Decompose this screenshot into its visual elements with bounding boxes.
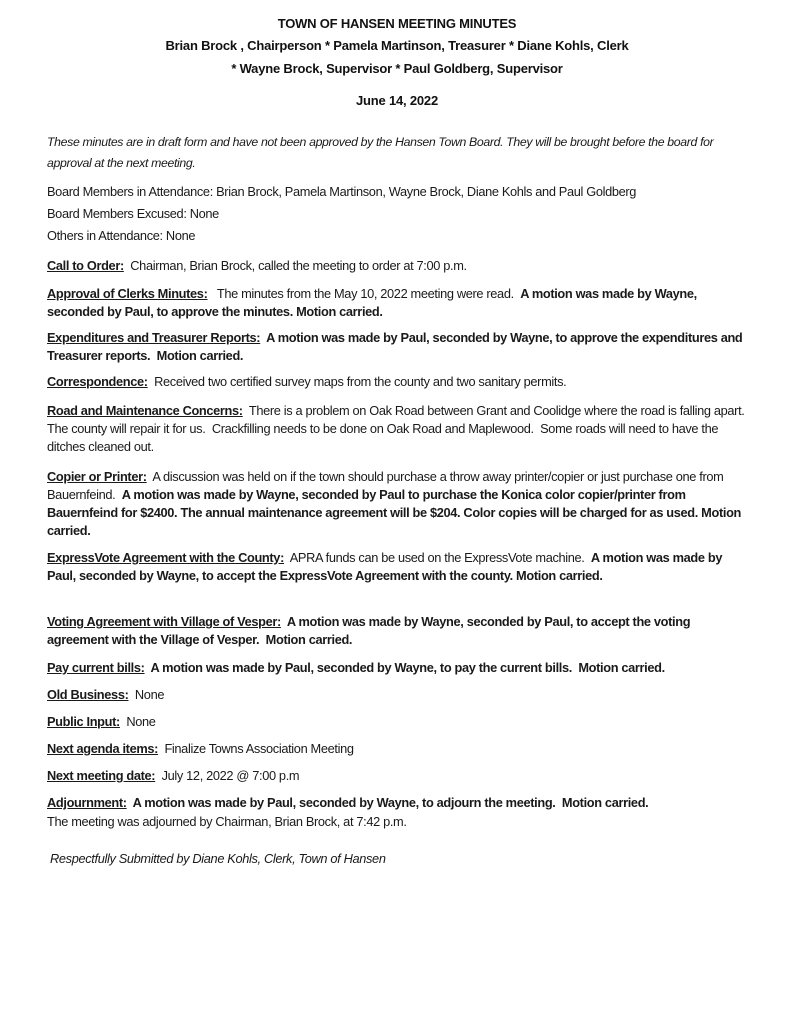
section-text: The minutes from the May 10, 2022 meeting were read.: [207, 286, 521, 301]
section-correspondence: [47, 374, 747, 389]
attendance-present: Board Members in Attendance: Brian Brock, Pamela Martinson, Wayne Brock, Diane Kohls and Paul Goldberg: [47, 184, 637, 199]
section-next-agenda: [47, 741, 747, 756]
officers-line-2: * Wayne Brock, Supervisor * Paul Goldberg, Supervisor: [231, 61, 563, 76]
section-label: Expenditures and Treasurer Reports:: [47, 330, 261, 345]
section-label: Old Business:: [47, 687, 129, 702]
section-next-meeting: [47, 768, 747, 783]
section-motion: A motion was made by Paul, seconded by Wayne, to accept the ExpressVote Agreement with the county. Motion carried.: [47, 550, 723, 583]
section-motion: A motion was made by Wayne, seconded by Paul to purchase the Konica color copier/printer from Bauernfeind for $2400. The annual maintenance agreement will be $204. Color copies will be charged for as used. Motion carried.: [47, 487, 742, 538]
section-text: None: [119, 714, 156, 729]
section-call-to-order: [47, 258, 747, 273]
section-label: Call to Order:: [47, 258, 124, 273]
section-motion: A motion was made by Wayne, seconded by Paul, to approve the minutes. Motion carried.: [47, 286, 697, 319]
section-label: Approval of Clerks Minutes:: [47, 286, 208, 301]
section-expenditures: [47, 329, 747, 365]
signature-line: Respectfully Submitted by Diane Kohls, Clerk, Town of Hansen: [50, 851, 386, 866]
section-public-input: [47, 714, 747, 729]
section-label: Pay current bills:: [47, 660, 145, 675]
section-label: Next agenda items:: [47, 741, 159, 756]
section-label: Copier or Printer:: [47, 469, 147, 484]
section-pay-bills: [47, 660, 747, 675]
section-label: Road and Maintenance Concerns:: [47, 403, 243, 418]
section-vesper-agreement: [47, 613, 747, 649]
section-label: Public Input:: [47, 714, 120, 729]
attendance-excused: Board Members Excused: None: [47, 206, 219, 221]
draft-notice: These minutes are in draft form and have not been approved by the Hansen Town Board. They will be brought before the board for approval at the next meeting.: [47, 135, 714, 170]
section-text: APRA funds can be used on the ExpressVote machine.: [284, 550, 591, 565]
section-text: Finalize Towns Association Meeting: [158, 741, 354, 756]
officers-line-1: Brian Brock , Chairperson * Pamela Martinson, Treasurer * Diane Kohls, Clerk: [165, 38, 629, 53]
section-text: None: [128, 687, 165, 702]
section-copier-printer: [47, 468, 747, 540]
section-label: Next meeting date:: [47, 768, 156, 783]
section-motion: A motion was made by Wayne, seconded by Paul, to accept the voting agreement with the Village of Vesper. Motion carried.: [47, 614, 694, 647]
section-label: Adjournment:: [47, 795, 127, 810]
section-text: Chairman, Brian Brock, called the meeting to order at 7:00 p.m.: [123, 258, 467, 273]
section-text: There is a problem on Oak Road between Grant and Coolidge where the road is falling apart. The county will repair it for us. Crackfilling needs to be done on Oak Road and Maplewood. Some roads will need to have the ditches cleaned out.: [47, 403, 751, 454]
section-motion: A motion was made by Paul, seconded by Wayne, to approve the expenditures and Treasurer reports. Motion carried.: [47, 330, 746, 363]
section-label: Voting Agreement with Village of Vesper:: [47, 614, 281, 629]
section-text: A discussion was held on if the town should purchase a throw away printer/copier or just purchase one from Bauernfeind.: [47, 469, 727, 502]
section-old-business: [47, 687, 747, 702]
section-road-maintenance: [47, 402, 751, 456]
section-motion: A motion was made by Paul, seconded by Wayne, to pay the current bills. Motion carried.: [144, 660, 665, 675]
section-label: ExpressVote Agreement with the County:: [47, 550, 284, 565]
section-text: Received two certified survey maps from the county and two sanitary permits.: [147, 374, 567, 389]
section-adjournment: [47, 795, 747, 810]
document-title: TOWN OF HANSEN MEETING MINUTES: [277, 16, 517, 31]
section-clerks-minutes: [47, 285, 747, 321]
section-label: Correspondence:: [47, 374, 148, 389]
section-motion: A motion was made by Paul, seconded by Wayne, to adjourn the meeting. Motion carried.: [126, 795, 649, 810]
meeting-date: June 14, 2022: [356, 93, 438, 108]
attendance-others: Others in Attendance: None: [47, 228, 196, 243]
section-text: July 12, 2022 @ 7:00 p.m: [155, 768, 300, 783]
section-expressvote: [47, 549, 747, 585]
adjournment-note: The meeting was adjourned by Chairman, Brian Brock, at 7:42 p.m.: [47, 814, 407, 829]
